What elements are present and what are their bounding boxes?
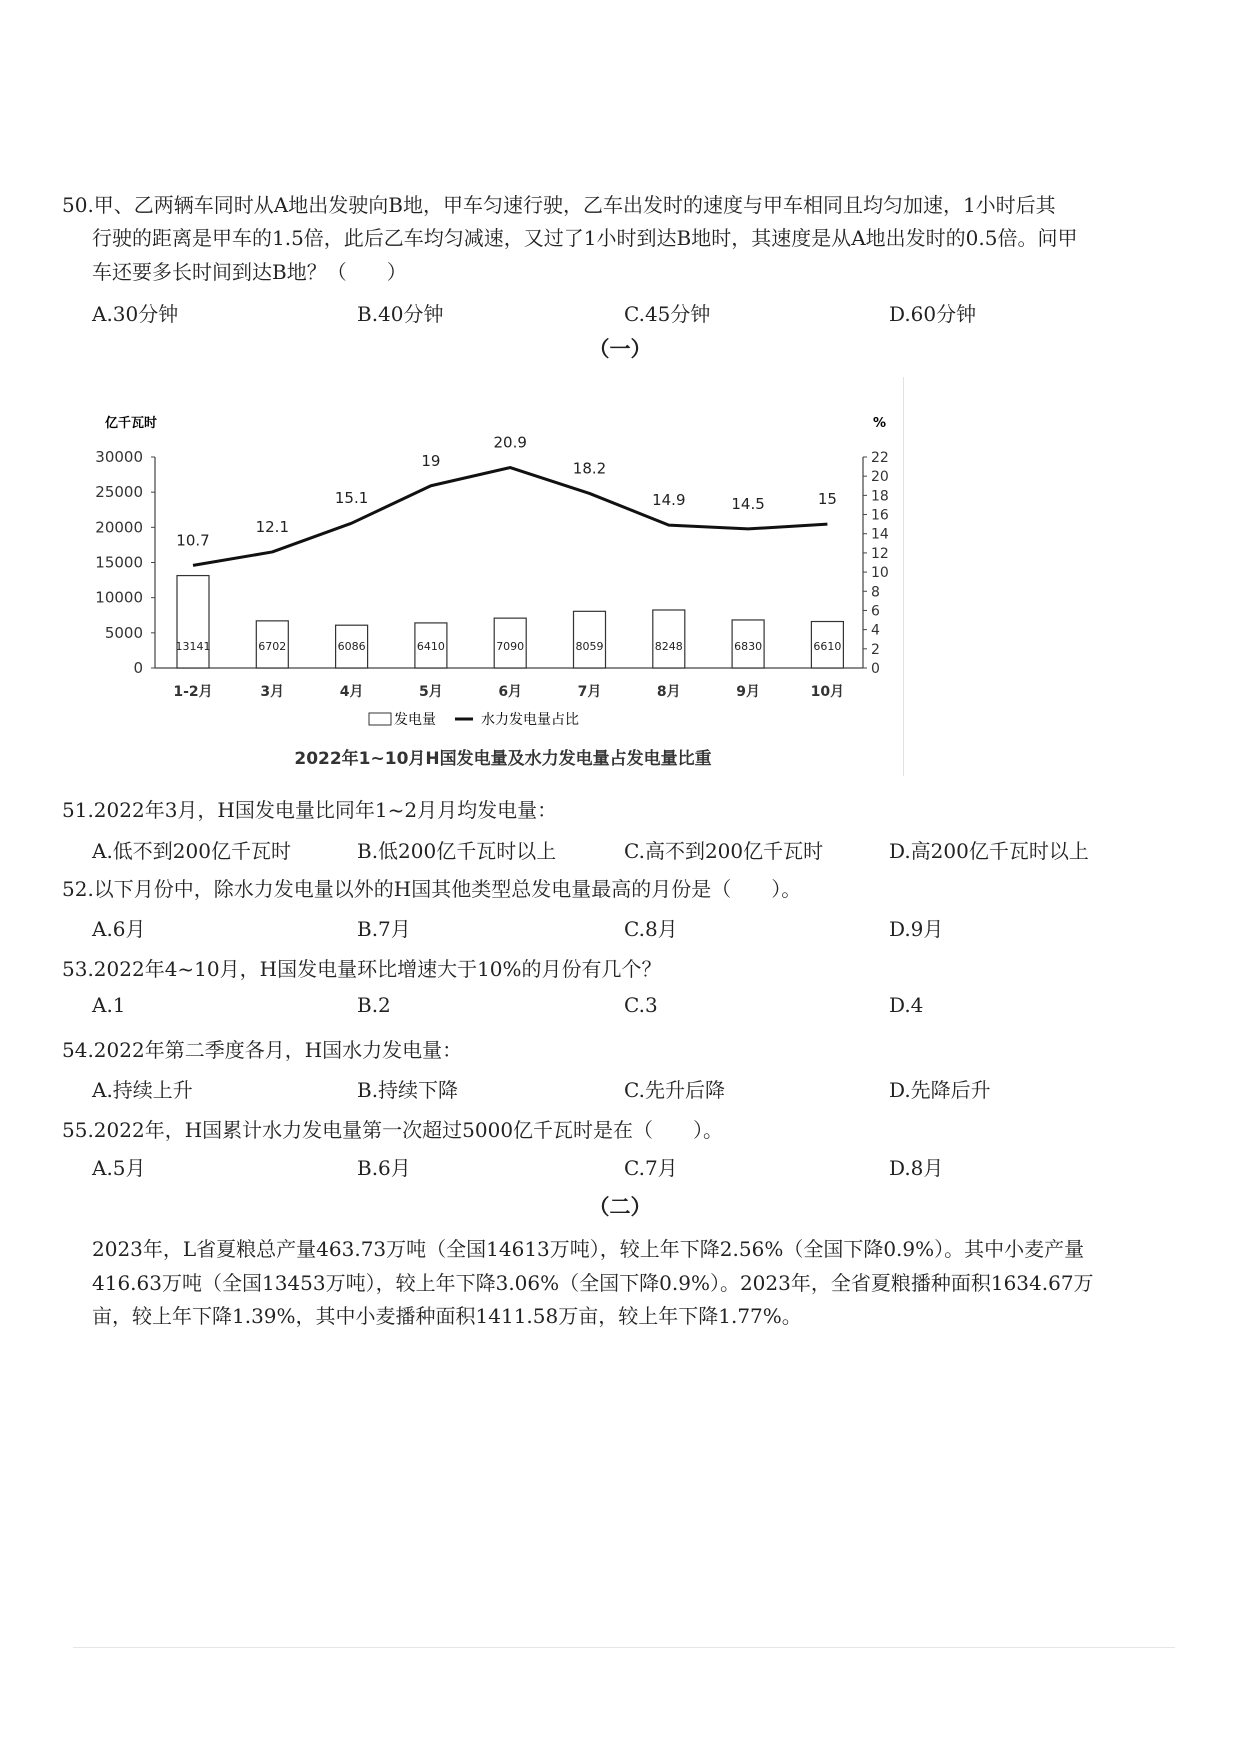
left-tick-label: 30000 (95, 448, 143, 466)
left-tick-label: 25000 (95, 483, 143, 502)
q52-option-b[interactable]: B.7月 (357, 917, 411, 941)
q54-option-c[interactable]: C.先升后降 (624, 1078, 725, 1102)
x-tick-label: 10月 (810, 684, 845, 700)
chart-title: 2022年1~10月H国发电量及水力发电量占发电量比重 (294, 749, 712, 769)
q55-option-c[interactable]: C.7月 (624, 1156, 678, 1180)
bar-1-2月 (177, 576, 209, 668)
right-tick-label: 8 (871, 584, 880, 601)
q53-option-d[interactable]: D.4 (889, 993, 924, 1017)
hydro-share-line (193, 468, 827, 566)
right-tick-label: 18 (871, 488, 889, 505)
q52-option-a[interactable]: A.6月 (92, 917, 146, 941)
section-heading-1: （一） (588, 336, 652, 361)
q51-option-c[interactable]: C.高不到200亿千瓦时 (624, 839, 824, 863)
x-tick-label: 9月 (736, 684, 760, 700)
legend-bar-label: 发电量 (394, 712, 436, 728)
q55-option-a[interactable]: A.5月 (92, 1156, 146, 1180)
x-tick-label: 3月 (260, 684, 285, 700)
left-tick-label: 10000 (95, 588, 143, 607)
q52-option-d[interactable]: D.9月 (889, 917, 944, 941)
question-52-text: 52.以下月份中，除水力发电量以外的H国其他类型总发电量最高的月份是（ ）。 (62, 877, 802, 901)
bar-8月 (653, 610, 685, 668)
q54-option-d[interactable]: D.先降后升 (889, 1078, 991, 1102)
x-tick-label: 5月 (419, 684, 443, 700)
passage-line-2: 416.63万吨（全国13453万吨），较上年下降3.06%（全国下降0.9%）。2023年，全省夏粮播种面积1634.67万 (92, 1271, 1094, 1295)
right-tick-label: 22 (871, 450, 889, 466)
q50-option-a[interactable]: A.30分钟 (92, 302, 179, 326)
question-53-text: 53.2022年4~10月，H国发电量环比增速大于10%的月份有几个？ (62, 957, 662, 981)
q52-option-c[interactable]: C.8月 (624, 917, 678, 941)
hydro-share-label: 15.1 (334, 489, 369, 508)
q53-option-c[interactable]: C.3 (624, 993, 658, 1017)
question-50-line-2: 行驶的距离是甲车的1.5倍，此后乙车均匀减速，又过了1小时到达B地时，其速度是从A地出发时的0.5倍。问甲 (92, 226, 1078, 250)
hydro-share-label: 20.9 (493, 433, 527, 452)
footer-divider (73, 1647, 1175, 1648)
hydro-share-label: 15 (817, 490, 837, 509)
right-tick-label: 14 (871, 526, 889, 543)
q55-option-d[interactable]: D.8月 (889, 1156, 944, 1180)
question-51-text: 51.2022年3月，H国发电量比同年1~2月月均发电量： (62, 798, 558, 822)
hydro-share-label: 19 (421, 451, 441, 470)
legend (369, 711, 579, 728)
q50-option-b[interactable]: B.40分钟 (357, 302, 444, 326)
right-tick-label: 6 (871, 603, 880, 620)
bar-value-label: 7090 (496, 640, 525, 653)
q50-option-d[interactable]: D.60分钟 (889, 302, 977, 326)
right-tick-label: 16 (871, 507, 889, 524)
passage-line-1: 2023年，L省夏粮总产量463.73万吨（全国14613万吨），较上年下降2.56%（全国下降0.9%）。其中小麦产量 (92, 1237, 1085, 1261)
section-heading-2: （二） (588, 1194, 652, 1219)
x-tick-label: 8月 (656, 684, 681, 700)
question-50-line-3: 车还要多长时间到达B地？（ ） (92, 260, 407, 284)
question-55-text: 55.2022年，H国累计水力发电量第一次超过5000亿千瓦时是在（ ）。 (62, 1118, 724, 1142)
power-generation-chart (95, 377, 905, 776)
x-tick-label: 7月 (577, 684, 602, 700)
hydro-share-label: 18.2 (572, 459, 607, 478)
x-tick-label: 6月 (498, 684, 523, 700)
bar-value-label: 6702 (258, 640, 287, 653)
right-axis-unit: % (873, 416, 887, 431)
bar-value-label: 8059 (575, 640, 604, 653)
left-tick-label: 0 (133, 659, 143, 677)
bar-value-label: 8248 (654, 640, 683, 653)
right-tick-label: 10 (871, 565, 889, 582)
q55-option-b[interactable]: B.6月 (357, 1156, 411, 1180)
hydro-share-label: 14.5 (731, 494, 765, 513)
bar-value-label: 6830 (734, 640, 763, 653)
right-tick-label: 4 (871, 622, 880, 639)
right-tick-label: 0 (871, 661, 880, 677)
q53-option-a[interactable]: A.1 (92, 993, 126, 1017)
q53-option-b[interactable]: B.2 (357, 993, 391, 1017)
q51-option-b[interactable]: B.低200亿千瓦时以上 (357, 839, 557, 863)
q54-option-b[interactable]: B.持续下降 (357, 1078, 459, 1102)
q51-option-d[interactable]: D.高200亿千瓦时以上 (889, 839, 1089, 863)
right-tick-label: 12 (871, 545, 889, 562)
q54-option-a[interactable]: A.持续上升 (92, 1078, 193, 1102)
q51-option-a[interactable]: A.低不到200亿千瓦时 (92, 839, 291, 863)
x-tick-label: 4月 (339, 684, 364, 700)
x-tick-label: 1-2月 (173, 684, 213, 700)
right-tick-label: 2 (871, 641, 880, 658)
bar-value-label: 13141 (175, 640, 211, 653)
q50-option-c[interactable]: C.45分钟 (624, 302, 711, 326)
hydro-share-label: 12.1 (255, 517, 290, 536)
left-axis-unit: 亿千瓦时 (105, 416, 158, 431)
bar-value-label: 6086 (337, 640, 366, 653)
left-tick-label: 5000 (104, 623, 143, 642)
right-tick-label: 20 (871, 469, 889, 486)
bar-value-label: 6410 (416, 640, 445, 653)
legend-bar-swatch (369, 713, 391, 725)
bar-value-label: 6610 (813, 640, 842, 653)
hydro-share-label: 10.7 (176, 531, 210, 550)
left-tick-label: 20000 (95, 518, 143, 537)
question-54-text: 54.2022年第二季度各月，H国水力发电量： (62, 1038, 463, 1062)
hydro-share-label: 14.9 (652, 491, 686, 510)
legend-line-label: 水力发电量占比 (481, 712, 579, 728)
question-50-line-1: 50.甲、乙两辆车同时从A地出发驶向B地，甲车匀速行驶，乙车出发时的速度与甲车相同且均匀加速，1小时后其 (62, 193, 1056, 217)
passage-line-3: 亩，较上年下降1.39%，其中小麦播种面积1411.58万亩，较上年下降1.77%。 (92, 1304, 802, 1328)
left-tick-label: 15000 (95, 553, 143, 572)
